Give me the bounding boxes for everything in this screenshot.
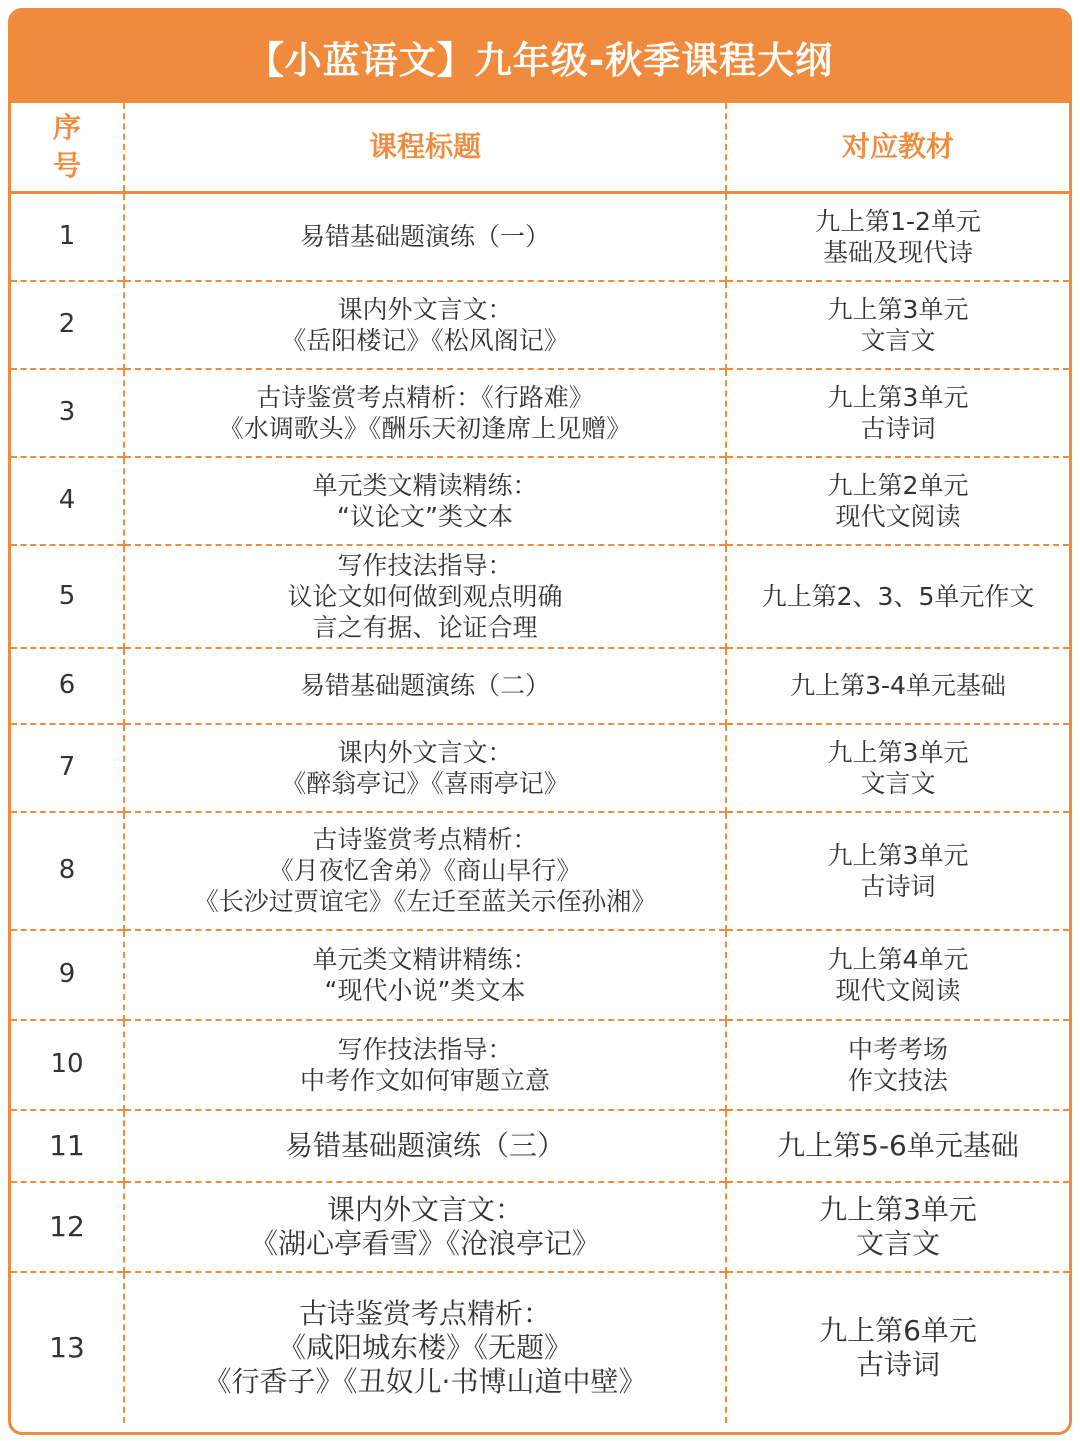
course-title-line: 议论文如何做到观点明确	[287, 581, 563, 611]
material-line: 九上第2、3、5单元作文	[761, 581, 1035, 611]
material-line: 文言文	[860, 768, 936, 798]
material-cell	[726, 724, 1069, 812]
material-cell	[726, 281, 1069, 369]
row-number: 10	[11, 1020, 124, 1110]
course-title-cell	[124, 369, 726, 457]
material-line: 九上第6单元	[819, 1313, 977, 1347]
course-title-cell	[124, 457, 726, 545]
row-number: 12	[11, 1182, 124, 1272]
course-title-line: 古诗鉴赏考点精析：《行路难》	[256, 382, 594, 412]
course-title-line: 《月夜忆舍弟》《商山早行》	[268, 856, 582, 885]
course-title-line: 《水调歌头》《酬乐天初逢席上见赠》	[218, 413, 632, 443]
course-title-line: 易错基础题演练（一）	[299, 222, 550, 252]
material-line: 中考考场	[847, 1034, 948, 1064]
seq-header: 序 号	[52, 111, 81, 182]
course-title-cell	[124, 812, 726, 930]
material-cell	[726, 930, 1069, 1020]
course-title-cell	[124, 281, 726, 369]
material-line: 基础及现代诗	[822, 237, 973, 267]
material-line: 九上第5-6单元基础	[777, 1128, 1019, 1162]
row-number: 1	[11, 193, 124, 281]
course-title-line: 易错基础题演练（三）	[284, 1128, 565, 1162]
course-title-cell	[124, 1020, 726, 1110]
course-title-line: 《咸阳城东楼》《无题》	[277, 1330, 572, 1364]
course-title-cell	[124, 1110, 726, 1182]
material-cell	[726, 369, 1069, 457]
material-line: 九上第4单元	[827, 944, 969, 974]
material-line: 九上第3单元	[827, 294, 969, 324]
material-cell	[726, 648, 1069, 724]
table-row	[11, 1182, 1069, 1272]
course-title-line: 单元类文精讲精练：	[312, 944, 538, 974]
syllabus-card	[8, 8, 1072, 1435]
table-row	[11, 369, 1069, 457]
material-cell	[726, 1110, 1069, 1182]
material-cell	[726, 1020, 1069, 1110]
course-title-line: 《长沙过贾谊宅》《左迁至蓝关示侄孙湘》	[193, 887, 657, 916]
course-title-line: 中考作文如何审题立意	[299, 1065, 550, 1095]
material-line: 现代文阅读	[835, 975, 961, 1005]
material-line: 九上第3单元	[827, 737, 969, 767]
material-cell	[726, 812, 1069, 930]
material-cell	[726, 545, 1069, 648]
row-number: 7	[11, 724, 124, 812]
table-row	[11, 930, 1069, 1020]
course-title-line: 课内外文言文：	[337, 737, 513, 767]
course-title-line: 课内外文言文：	[326, 1192, 523, 1226]
material-line: 古诗词	[860, 413, 936, 443]
table-body	[11, 193, 1069, 1423]
table-row	[11, 457, 1069, 545]
table-row	[11, 812, 1069, 930]
course-title-cell	[124, 648, 726, 724]
course-title-line: 《醉翁亭记》《喜雨亭记》	[281, 768, 569, 798]
row-number: 6	[11, 648, 124, 724]
page-title: 【小蓝语文】九年级-秋季课程大纲	[11, 11, 1069, 103]
table-row	[11, 1110, 1069, 1182]
table-row	[11, 545, 1069, 648]
row-number: 8	[11, 812, 124, 930]
course-title-cell	[124, 724, 726, 812]
material-line: 古诗词	[855, 1347, 940, 1381]
material-line: 九上第3单元	[819, 1192, 977, 1226]
material-line: 古诗词	[860, 871, 936, 901]
course-title-line: 课内外文言文：	[337, 294, 513, 324]
material-line: 现代文阅读	[835, 501, 961, 531]
row-number: 3	[11, 369, 124, 457]
course-title-line: 《行香子》《丑奴儿·书博山道中壁》	[203, 1364, 647, 1398]
course-title-cell	[124, 1182, 726, 1272]
row-number: 13	[11, 1272, 124, 1423]
material-line: 文言文	[855, 1226, 940, 1260]
course-title-line: 单元类文精读精练：	[312, 470, 538, 500]
course-title-line: 写作技法指导：	[337, 550, 513, 580]
material-line: 九上第3-4单元基础	[790, 671, 1006, 700]
material-line: 九上第2单元	[827, 470, 969, 500]
course-title-header: 课程标题	[124, 103, 726, 193]
course-title-cell	[124, 193, 726, 281]
table-row	[11, 648, 1069, 724]
table-row	[11, 1272, 1069, 1423]
table-row	[11, 281, 1069, 369]
table-row	[11, 724, 1069, 812]
material-cell	[726, 1182, 1069, 1272]
course-title-line: “现代小说”类文本	[324, 975, 526, 1005]
course-title-cell	[124, 930, 726, 1020]
material-header: 对应教材	[726, 103, 1069, 193]
course-title-line: 《岳阳楼记》《松风阁记》	[281, 325, 569, 355]
row-number: 9	[11, 930, 124, 1020]
row-number: 11	[11, 1110, 124, 1182]
table-row	[11, 193, 1069, 281]
material-line: 九上第3单元	[827, 382, 969, 412]
course-title-line: 古诗鉴赏考点精析：	[312, 825, 538, 854]
course-title-line: 写作技法指导：	[337, 1034, 513, 1064]
row-number: 4	[11, 457, 124, 545]
material-line: 文言文	[860, 325, 936, 355]
course-title-cell	[124, 1272, 726, 1423]
row-number: 5	[11, 545, 124, 648]
material-line: 作文技法	[847, 1065, 948, 1095]
row-number: 2	[11, 281, 124, 369]
course-title-line: 古诗鉴赏考点精析：	[298, 1296, 551, 1330]
syllabus-table	[11, 103, 1069, 1423]
material-cell	[726, 457, 1069, 545]
course-title-line: “议论文”类文本	[337, 501, 513, 531]
table-header-row	[11, 103, 1069, 193]
material-line: 九上第1-2单元	[815, 206, 981, 236]
course-title-line: 易错基础题演练（二）	[299, 671, 550, 700]
material-cell	[726, 193, 1069, 281]
material-cell	[726, 1272, 1069, 1423]
material-line: 九上第3单元	[827, 840, 969, 870]
course-title-line: 《湖心亭看雪》《沧浪亭记》	[249, 1226, 600, 1260]
course-title-cell	[124, 545, 726, 648]
table-row	[11, 1020, 1069, 1110]
course-title-line: 言之有据、论证合理	[312, 612, 538, 642]
